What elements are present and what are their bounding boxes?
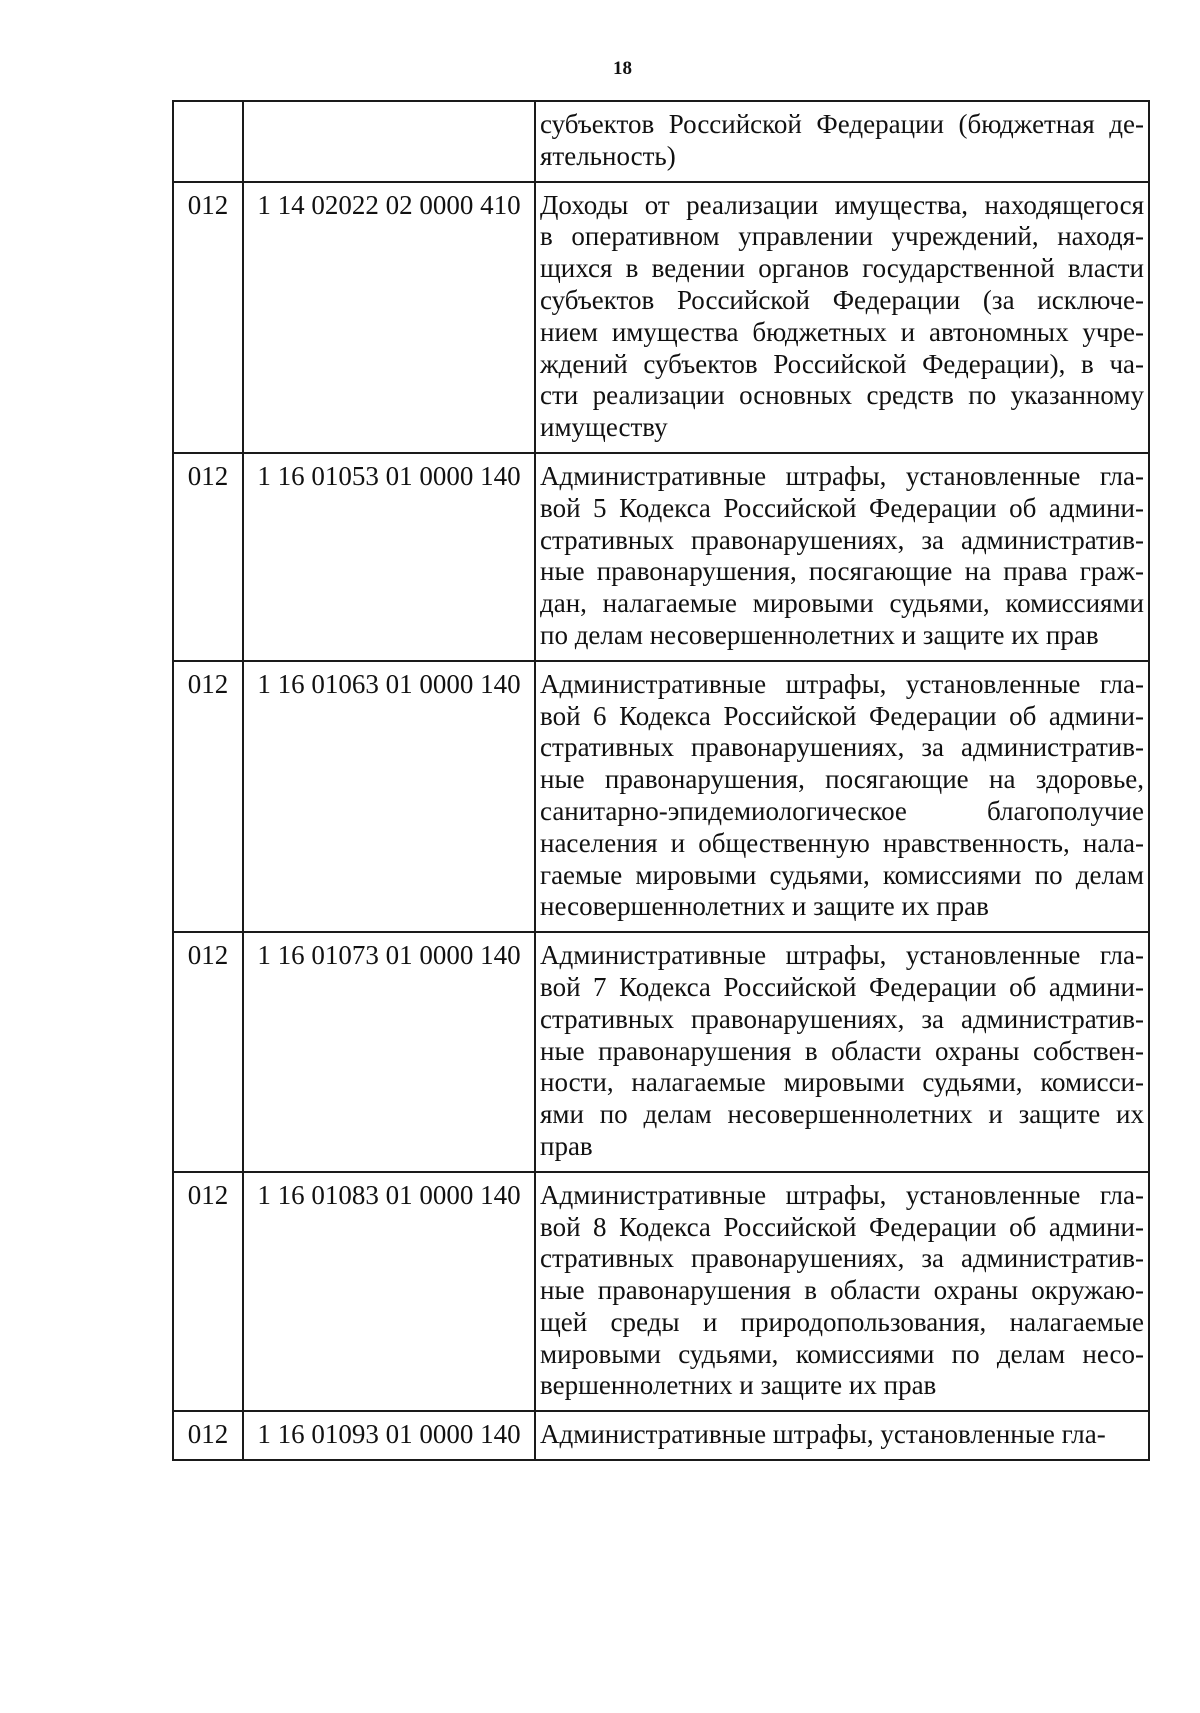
table-row	[173, 1411, 1149, 1460]
description-line: вершеннолетних и защите их прав	[540, 1370, 937, 1401]
classification-code-cell: 1 16 01073 01 0000 140	[243, 932, 535, 1172]
admin-code-cell: 012	[173, 661, 243, 932]
description-line: ные правонарушения в области охраны окружаю-	[540, 1275, 1144, 1306]
classification-code-cell: 1 14 02022 02 0000 410	[243, 182, 535, 453]
table-row	[173, 453, 1149, 661]
table-row	[173, 661, 1149, 932]
description-line: стративных правонарушениях, за административ-	[540, 732, 1144, 763]
page-number: 18	[613, 58, 632, 79]
description-line: субъектов Российской Федерации (бюджетная де-	[540, 109, 1144, 139]
description-line: имуществу	[540, 412, 668, 443]
description-line: Доходы от реализации имущества, находящегося	[540, 189, 1144, 220]
description-line: вой 8 Кодекса Российской Федерации об админи-	[540, 1211, 1144, 1242]
description-line: ные правонарушения, посягающие на права граж-	[540, 556, 1144, 587]
description-line: нием имущества бюджетных и автономных учре-	[540, 316, 1144, 347]
table-row	[173, 1172, 1149, 1412]
description-line: населения и общественную нравственность, нала-	[540, 827, 1144, 858]
description-line: стративных правонарушениях, за административ-	[540, 1243, 1144, 1274]
description-line: по делам несовершеннолетних и защите их прав	[540, 619, 1099, 650]
description-line: вой 7 Кодекса Российской Федерации об админи-	[540, 971, 1144, 1002]
description-line: в оперативном управлении учреждений, находя-	[540, 221, 1144, 252]
description-line: стративных правонарушениях, за административ-	[540, 524, 1144, 555]
admin-code-cell: 012	[173, 1172, 243, 1412]
description-line: ные правонарушения, посягающие на здоровье,	[540, 764, 1144, 795]
classification-code-cell	[243, 101, 535, 182]
description-line: вой 5 Кодекса Российской Федерации об админи-	[540, 492, 1144, 523]
description-line: ности, налагаемые мировыми судьями, комисси-	[540, 1067, 1144, 1098]
table-body	[173, 101, 1149, 1460]
description-cell	[535, 661, 1149, 932]
admin-code-cell: 012	[173, 453, 243, 661]
description-line: прав	[540, 1130, 593, 1161]
description-line: ятельность)	[540, 140, 676, 171]
table-row	[173, 182, 1149, 453]
description-line: Административные штрафы, установленные гла-	[540, 668, 1144, 699]
classification-code-cell: 1 16 01053 01 0000 140	[243, 453, 535, 661]
classification-code-cell: 1 16 01093 01 0000 140	[243, 1411, 535, 1460]
description-cell	[535, 453, 1149, 661]
description-line: Административные штрафы, установленные гла-	[540, 1179, 1144, 1210]
admin-code-cell: 012	[173, 1411, 243, 1460]
description-line: несовершеннолетних и защите их прав	[540, 891, 989, 922]
description-cell	[535, 101, 1149, 182]
description-line: субъектов Российской Федерации (за исключе-	[540, 284, 1144, 315]
description-line: мировыми судьями, комиссиями по делам несо-	[540, 1338, 1144, 1369]
description-line: вой 6 Кодекса Российской Федерации об админи-	[540, 700, 1144, 731]
description-line: стративных правонарушениях, за административ-	[540, 1003, 1144, 1034]
table-row	[173, 932, 1149, 1172]
table-row	[173, 101, 1149, 182]
description-cell	[535, 1411, 1149, 1460]
description-line: Административные штрафы, установленные гла-	[540, 940, 1144, 971]
description-cell	[535, 932, 1149, 1172]
description-line: щей среды и природопользования, налагаемые	[540, 1306, 1144, 1337]
description-line: Административные штрафы, установленные гла-	[540, 1419, 1106, 1450]
admin-code-cell: 012	[173, 932, 243, 1172]
admin-code-cell	[173, 101, 243, 182]
description-line: Административные штрафы, установленные гла-	[540, 460, 1144, 491]
description-line: санитарно-эпидемиологическое благополучие	[540, 795, 1144, 826]
description-line: гаемые мировыми судьями, комиссиями по делам	[540, 859, 1144, 890]
classification-code-cell: 1 16 01083 01 0000 140	[243, 1172, 535, 1412]
description-line: щихся в ведении органов государственной власти	[540, 253, 1144, 284]
description-line: ждений субъектов Российской Федерации), в ча-	[540, 348, 1144, 379]
description-cell	[535, 1172, 1149, 1412]
description-line: дан, налагаемые мировыми судьями, комиссиями	[540, 588, 1144, 619]
budget-classification-table	[172, 100, 1150, 1461]
admin-code-cell: 012	[173, 182, 243, 453]
description-line: ные правонарушения в области охраны собствен-	[540, 1035, 1144, 1066]
description-cell	[535, 182, 1149, 453]
description-line: сти реализации основных средств по указанному	[540, 380, 1144, 411]
classification-code-cell: 1 16 01063 01 0000 140	[243, 661, 535, 932]
description-line: ями по делам несовершеннолетних и защите их	[540, 1099, 1144, 1130]
